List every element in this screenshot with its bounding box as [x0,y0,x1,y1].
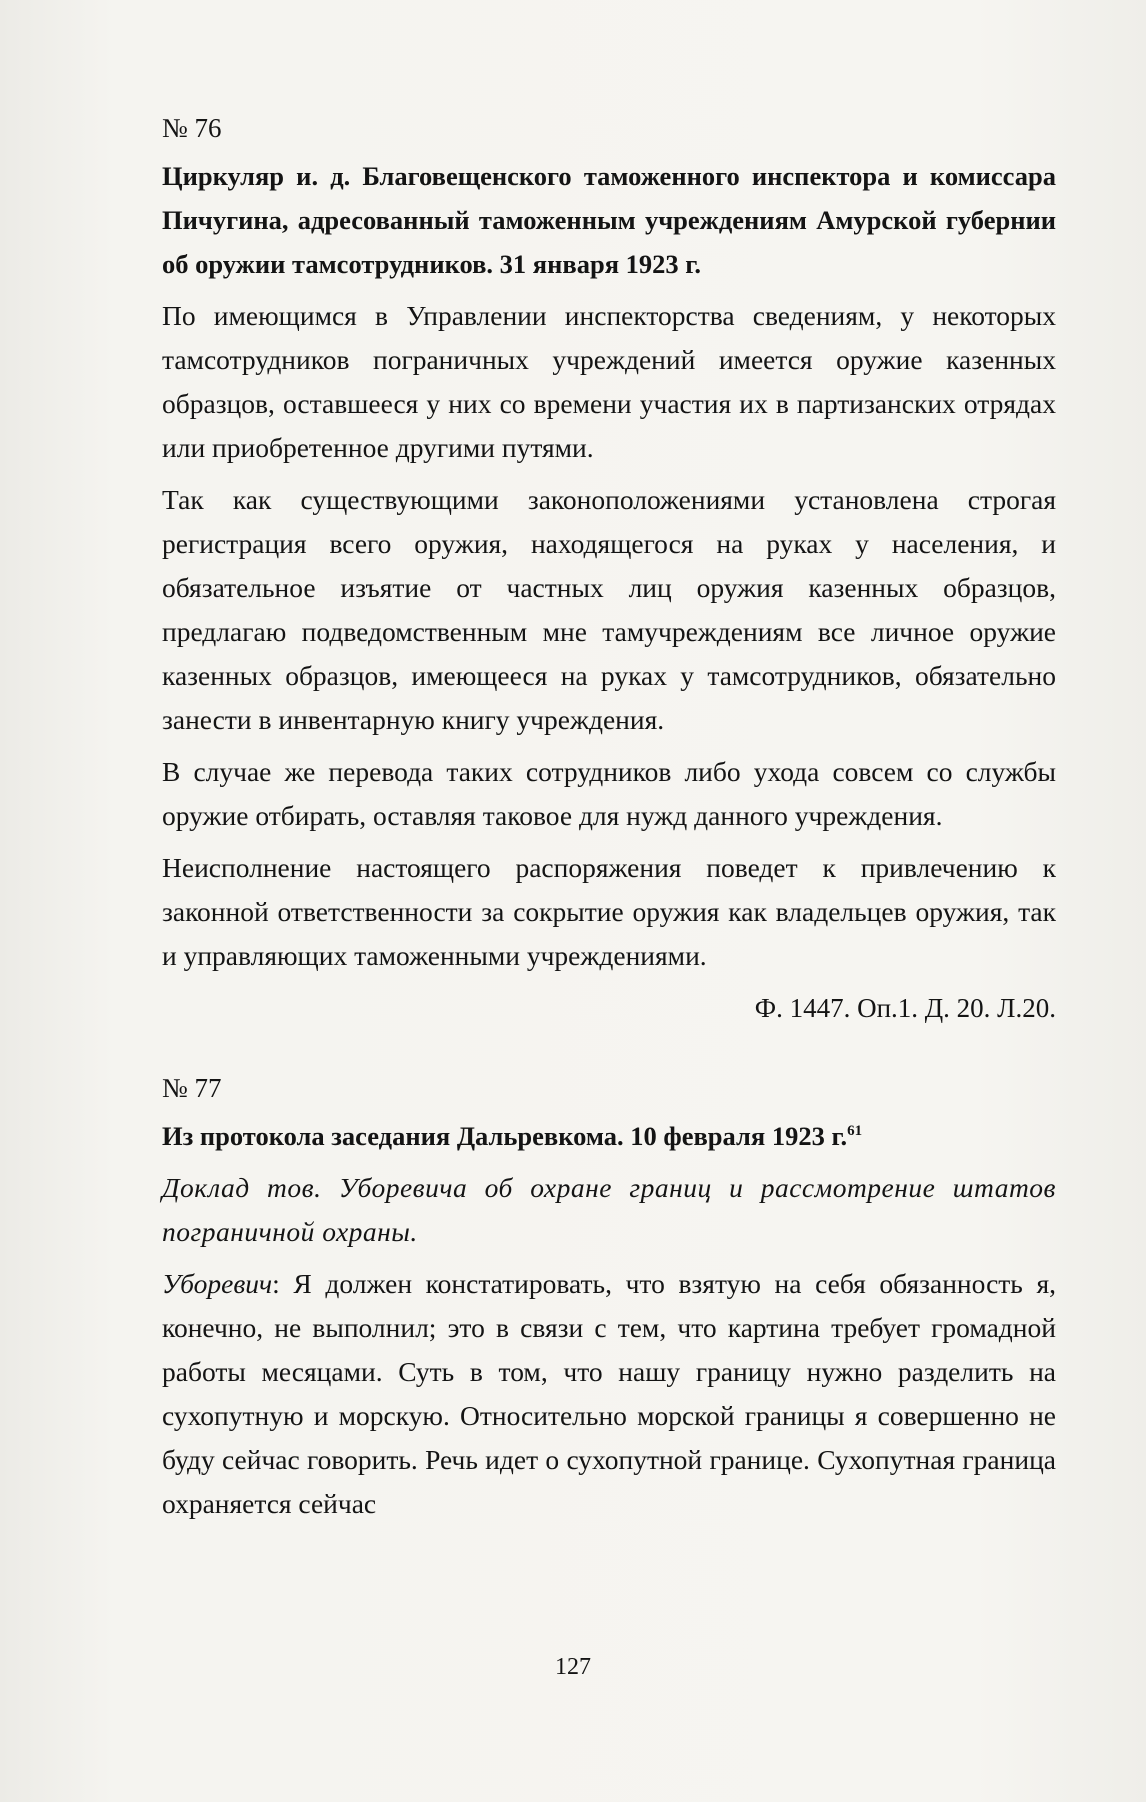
footnote-mark: 61 [847,1123,863,1140]
speech-text: : Я должен констатировать, что взятую на себя обязанность я, конечно, не выполнил; это в связи с тем, что картина требует громадной работы месяцами. Суть в том, что нашу границу нужно разделить на сухопутную и морскую. Относительно морской границы я совершенно не буду сейчас говорить. Речь идет о сухопутной границе. Сухопутная граница охраняется сейчас [162,1268,1056,1519]
paragraph-76-4: Неисполнение настоящего распоряжения поведет к привлечению к законной ответственности за сокрытие оружия как владельцев оружия, так и управляющих таможенными учреждениями. [162,852,1056,971]
paragraph-76-1: По имеющимся в Управлении инспекторства сведениям, у некоторых тамсотрудников пограничных учреждений имеется оружие казенных образцов, оставшееся у них со времени участия их в партизанских отрядах или приобретенное другими путями. [162,300,1056,463]
document-subtitle-77: Доклад тов. Уборевича об охране границ и рассмотрение штатов пограничной охраны. [162,1172,1056,1247]
page-number: 127 [555,1654,591,1680]
speaker-name: Уборевич [162,1268,273,1299]
page-content [162,110,1056,1526]
paragraph-76-3: В случае же перевода таких сотрудников либо ухода совсем со службы оружие отбирать, оставляя таковое для нужд данного учреждения. [162,756,1056,831]
archive-reference-76: Ф. 1447. Оп.1. Д. 20. Л.20. [754,993,1056,1023]
speech-paragraph-77 [162,1262,1056,1526]
document-heading-77-text: Из протокола заседания Дальревкома. 10 февраля 1923 г. [162,1121,848,1151]
document-heading-77 [162,1114,1056,1158]
document-number-77: № 77 [162,1073,222,1103]
document-number-76: № 76 [162,113,222,143]
paragraph-76-2: Так как существующими законоположениями установлена строгая регистрация всего оружия, находящегося на руках у населения, и обязательное изъятие от частных лиц оружия казенных образцов, предлагаю подведомственным мне тамучреждениям все личное оружие казенных образцов, имеющееся на руках у тамсотрудников, обязательно занести в инвентарную книгу учреждения. [162,484,1056,735]
document-heading-76: Циркуляр и. д. Благовещенского таможенного инспектора и комиссара Пичугина, адресованный таможенным учреждениям Амурской губернии об оружии тамсотрудников. 31 января 1923 г. [162,161,1056,279]
